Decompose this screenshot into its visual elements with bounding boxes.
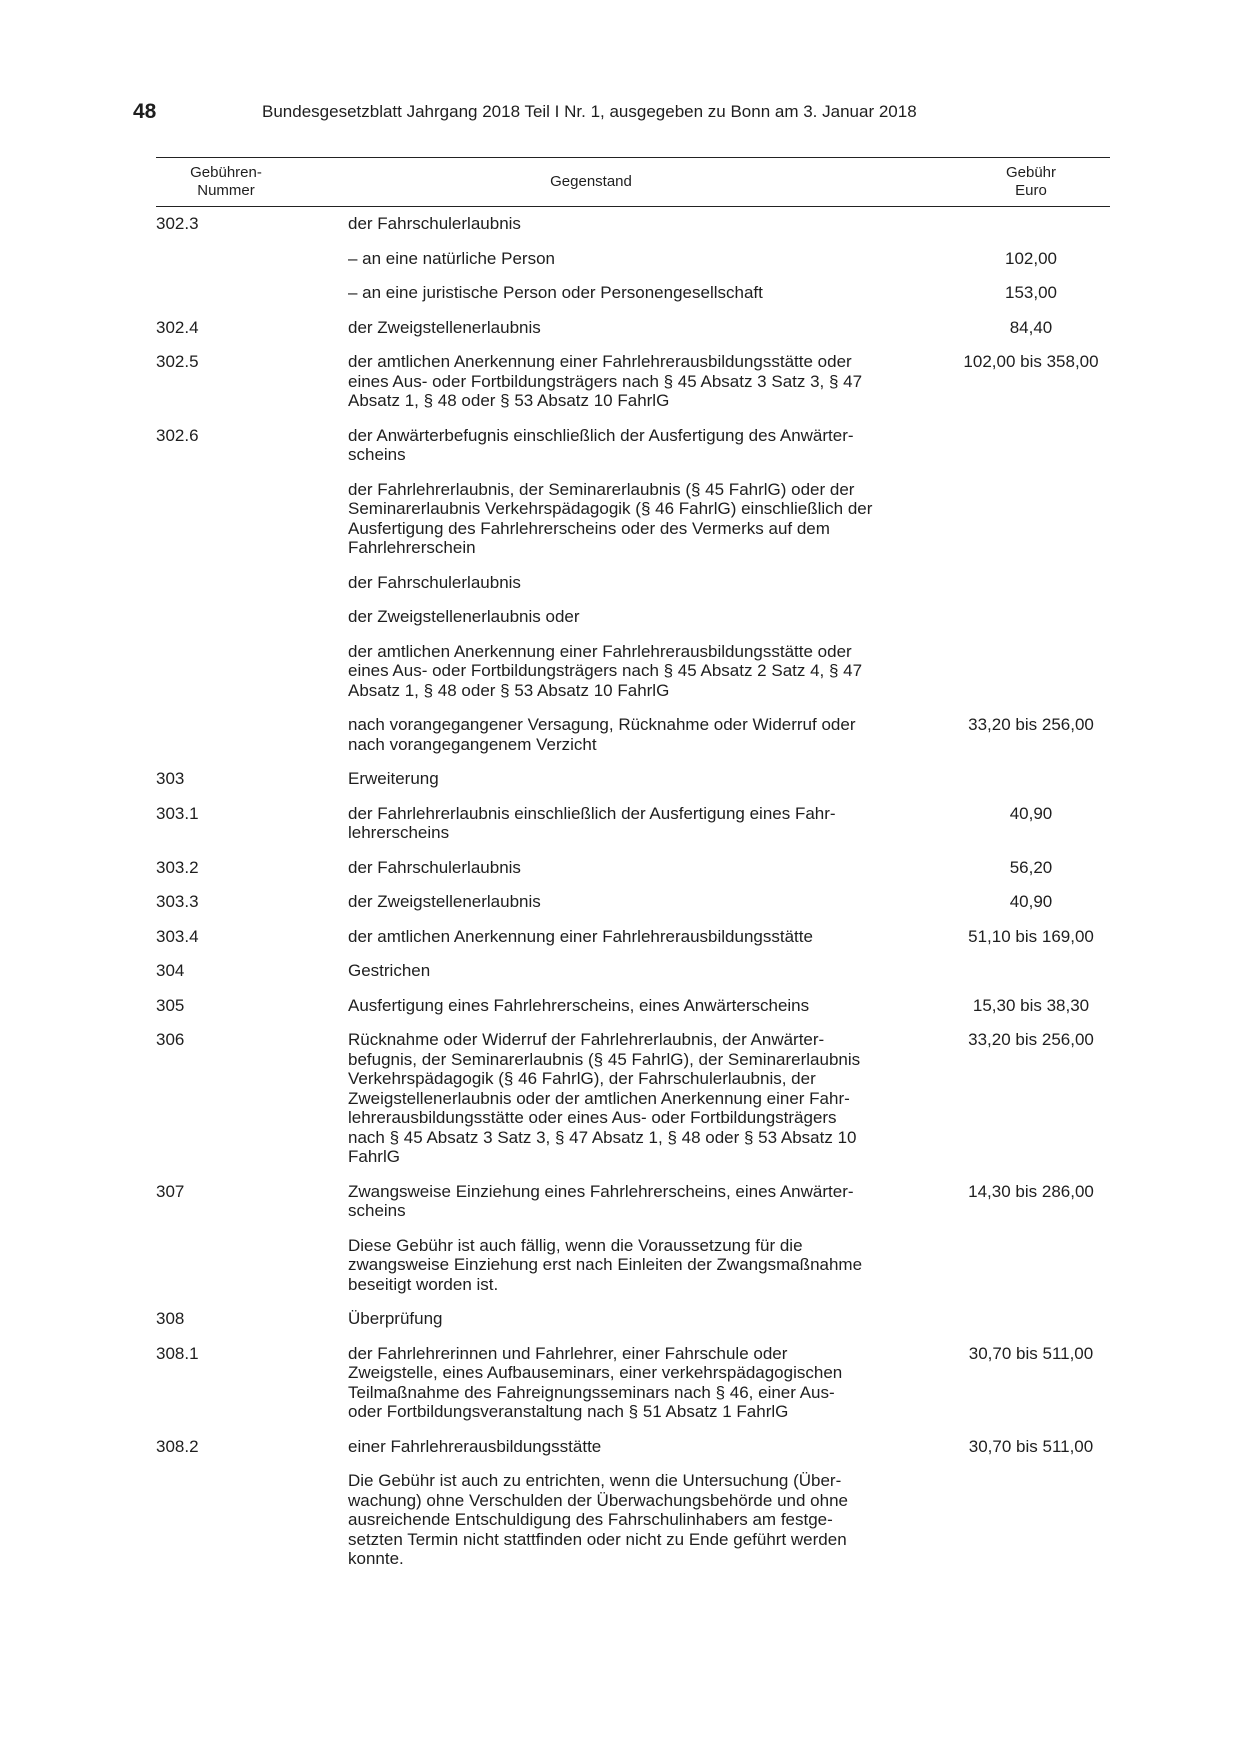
fee-number: 304: [156, 961, 185, 980]
fee-number: 303.3: [156, 892, 199, 911]
table-row: [156, 1309, 1110, 1329]
table-row: [156, 927, 1110, 947]
fee-subject: der Anwärterbefugnis einschließlich der Ausfertigung des Anwärter- scheins: [348, 425, 854, 464]
fee-subject: nach vorangegangener Versagung, Rücknahme oder Widerruf oder nach vorangegangenem Verzicht: [348, 715, 856, 754]
fee-number: 305: [156, 995, 185, 1015]
fee-amount: 153,00: [1005, 283, 1057, 302]
fee-number: 302.5: [156, 352, 199, 371]
fee-amount: 51,10 bis 169,00: [968, 926, 1094, 946]
table-row: [156, 996, 1110, 1016]
table-header: [156, 157, 1110, 207]
fee-number: 308: [156, 1309, 185, 1328]
table-row: [156, 892, 1110, 912]
table-row: [156, 283, 1110, 303]
fee-subject: der Fahrschulerlaubnis: [348, 572, 521, 592]
fee-subject: der Fahrlehrerlaubnis einschließlich der Ausfertigung eines Fahr- lehrerscheins: [348, 803, 836, 842]
fee-subject: der Zweigstellenerlaubnis: [348, 892, 541, 911]
fee-subject: der amtlichen Anerkennung einer Fahrlehrerausbildungsstätte oder eines Aus- oder Fortbildungsträgers nach § 45 Absatz 2 Satz 4, § 47 Absatz 1, § 48 oder § 53 Absatz 10 FahrlG: [348, 641, 863, 700]
fee-subject: der Fahrschulerlaubnis: [348, 857, 521, 877]
table-row: [156, 961, 1110, 981]
fee-subject: der Fahrlehrerlaubnis, der Seminarerlaubnis (§ 45 FahrlG) oder der Seminarerlaubnis Verkehrspädagogik (§ 46 FahrlG) einschließlich der Ausfertigung des Fahrlehrerscheins oder des Vermerks auf dem Fahrlehrerschein: [348, 479, 873, 557]
table-row: [156, 804, 1110, 843]
fee-amount: 56,20: [1009, 857, 1053, 877]
fee-subject: Die Gebühr ist auch zu entrichten, wenn die Untersuchung (Über- wachung) ohne Verschulden der Überwachungsbehörde und ohne ausreichende Entschuldigung des Fahrschulinhabers am festge- setzten Termin nicht stattfinden oder nicht zu Ende geführt werden konnte.: [348, 1471, 848, 1568]
fee-subject: Ausfertigung eines Fahrlehrerscheins, eines Anwärterscheins: [348, 995, 810, 1015]
table-row: [156, 480, 1110, 558]
table-row: [156, 352, 1110, 411]
fee-subject: Rücknahme oder Widerruf der Fahrlehrerlaubnis, der Anwärter- befugnis, der Seminarerlaubnis (§ 45 FahrlG), der Seminarerlaubnis Verkehrspädagogik (§ 46 FahrlG), der Fahrschulerlaubnis, der Zweigstellenerlaubnis oder der amtlichen Anerkennung einer Fahr- lehrerausbildungsstätte oder eines Aus- oder Fortbildungsträgers nach § 45 Absatz 3 Satz 3, § 47 Absatz 1, § 48 oder § 53 Absatz 10 FahrlG: [348, 1030, 861, 1166]
fee-amount: 102,00 bis 358,00: [963, 352, 1099, 371]
fee-subject: – an eine natürliche Person: [348, 248, 555, 268]
table-body: [156, 214, 1110, 1569]
table-row: [156, 1030, 1110, 1167]
table-row: [156, 318, 1110, 338]
table-row: [156, 1236, 1110, 1295]
fee-amount: 30,70 bis 511,00: [968, 1343, 1094, 1363]
table-row: [156, 573, 1110, 593]
fee-number: 307: [156, 1181, 185, 1201]
page-number: 48: [133, 100, 157, 123]
fee-number: 302.3: [156, 214, 199, 233]
column-header-number: Gebühren- Nummer: [190, 164, 262, 199]
fee-amount: 15,30 bis 38,30: [972, 995, 1090, 1015]
fee-subject: der Zweigstellenerlaubnis: [348, 317, 541, 337]
table-row: [156, 607, 1110, 627]
table-row: [156, 1182, 1110, 1221]
table-row: [156, 858, 1110, 878]
table-row: [156, 1471, 1110, 1569]
fee-subject: Zwangsweise Einziehung eines Fahrlehrerscheins, eines Anwärter- scheins: [348, 1181, 854, 1220]
fee-amount: 40,90: [1009, 803, 1053, 823]
fee-amount: 33,20 bis 256,00: [968, 715, 1094, 734]
fee-subject: Erweiterung: [348, 769, 439, 788]
fee-number: 306: [156, 1030, 185, 1049]
fee-number: 303.2: [156, 857, 199, 877]
table-row: [156, 642, 1110, 701]
fee-subject: – an eine juristische Person oder Personengesellschaft: [348, 283, 763, 302]
table-row: [156, 214, 1110, 234]
fee-number: 303: [156, 769, 185, 788]
fee-number: 302.4: [156, 317, 199, 337]
fee-subject: der Fahrlehrerinnen und Fahrlehrer, einer Fahrschule oder Zweigstelle, eines Aufbauseminars, einer verkehrspädagogischen Teilmaßnahme des Fahreignungsseminars nach § 46, einer Aus- oder Fortbildungsveranstaltung nach § 51 Absatz 1 FahrlG: [348, 1343, 843, 1421]
table-row: [156, 715, 1110, 754]
fee-amount: 102,00: [1005, 248, 1057, 268]
fee-number: 308.1: [156, 1343, 199, 1363]
column-header-subject: Gegenstand: [550, 173, 632, 190]
fee-number: 308.2: [156, 1436, 199, 1456]
fee-subject: der Fahrschulerlaubnis: [348, 214, 521, 233]
table-row: [156, 1437, 1110, 1457]
column-header-fee: Gebühr Euro: [1005, 164, 1057, 199]
fee-subject: Gestrichen: [348, 961, 431, 980]
fee-subject: Überprüfung: [348, 1309, 443, 1328]
fee-subject: der amtlichen Anerkennung einer Fahrlehrerausbildungsstätte oder eines Aus- oder Fortbildungsträgers nach § 45 Absatz 3 Satz 3, § 47 Absatz 1, § 48 oder § 53 Absatz 10 FahrlG: [348, 352, 863, 410]
fee-subject: der Zweigstellenerlaubnis oder: [348, 607, 580, 626]
table-row: [156, 249, 1110, 269]
fee-number: 303.4: [156, 926, 199, 946]
fee-table: [156, 157, 1110, 1569]
table-row: [156, 769, 1110, 789]
page-header: [133, 100, 1108, 130]
fee-subject: einer Fahrlehrerausbildungsstätte: [348, 1436, 602, 1456]
fee-amount: 14,30 bis 286,00: [968, 1181, 1094, 1201]
fee-number: 302.6: [156, 425, 199, 445]
fee-number: 303.1: [156, 803, 199, 823]
table-row: [156, 1344, 1110, 1422]
table-row: [156, 426, 1110, 465]
fee-amount: 84,40: [1009, 317, 1053, 337]
fee-amount: 30,70 bis 511,00: [968, 1436, 1094, 1456]
fee-subject: der amtlichen Anerkennung einer Fahrlehrerausbildungsstätte: [348, 926, 813, 946]
fee-amount: 40,90: [1009, 892, 1053, 911]
fee-amount: 33,20 bis 256,00: [968, 1030, 1094, 1049]
running-title: Bundesgesetzblatt Jahrgang 2018 Teil I Nr. 1, ausgegeben zu Bonn am 3. Januar 2018: [262, 102, 917, 121]
fee-subject: Diese Gebühr ist auch fällig, wenn die Voraussetzung für die zwangsweise Einziehung erst nach Einleiten der Zwangsmaßnahme beseitigt worden ist.: [348, 1235, 863, 1294]
